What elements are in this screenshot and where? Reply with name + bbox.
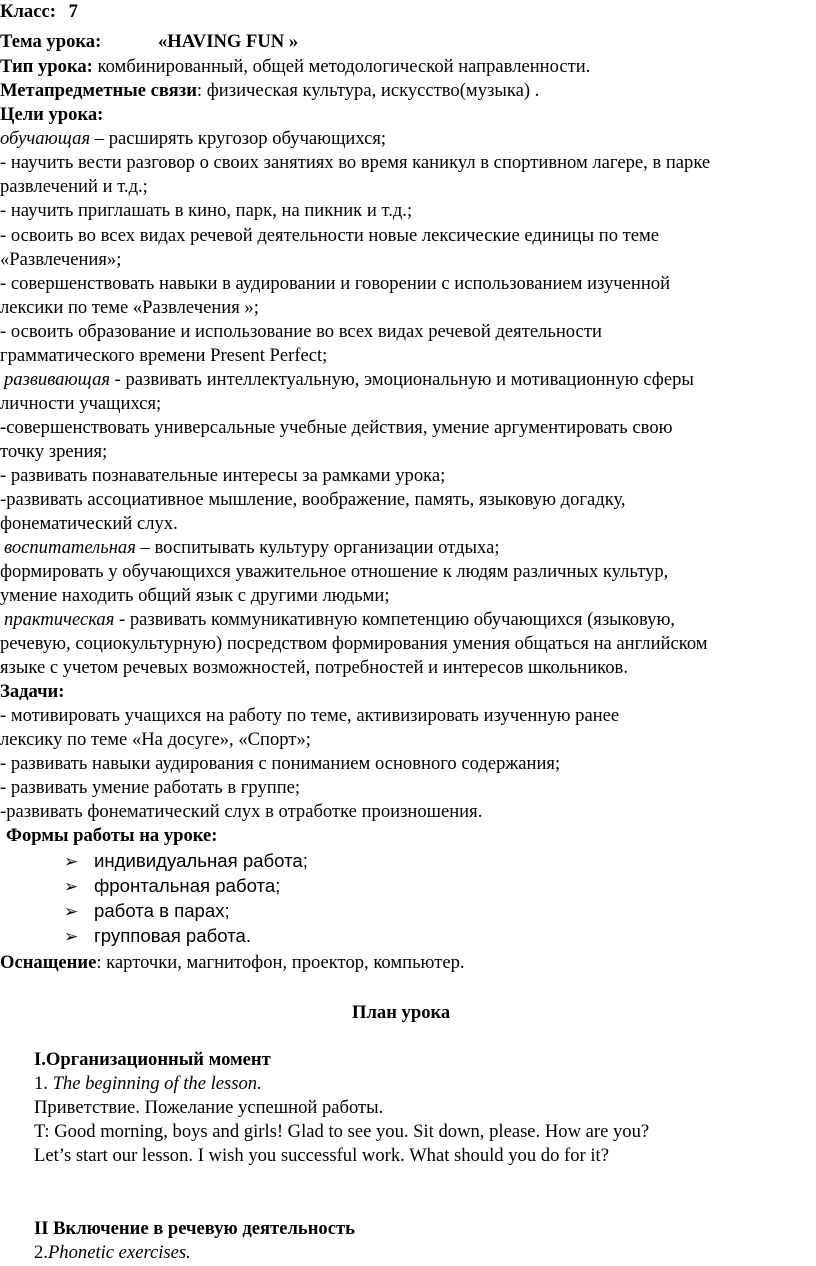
step1-number: 1.: [34, 1073, 53, 1094]
goal-developing-label: развивающая: [4, 369, 111, 390]
equipment-value: : карточки, магнитофон, проектор, компьютер.: [96, 952, 465, 973]
goal-teaching-item: лексики по теме «Развлечения »;: [0, 297, 259, 318]
lesson-type-line: [0, 56, 590, 78]
form-item: фронтальная работа;: [94, 875, 281, 896]
goal-practical-label: практическая: [4, 609, 115, 630]
step2-line: [34, 1242, 191, 1264]
goal-developing-item: фонематический слух.: [0, 513, 178, 534]
teacher-line: Let’s start our lesson. I wish you successful work. What should you do for it?: [34, 1145, 609, 1166]
goal-developing-item: -развивать ассоциативное мышление, воображение, память, языковую догадку,: [0, 489, 626, 510]
form-item: работа в парах;: [94, 900, 230, 921]
lesson-type-label: Тип урока:: [0, 56, 93, 77]
goal-teaching-item: грамматического времени Present Perfect;: [0, 345, 328, 366]
goal-upbringing-item: умение находить общий язык с другими людьми;: [0, 585, 390, 606]
meta-links-label: Метапредметные связи: [0, 80, 197, 101]
goal-developing-item: точку зрения;: [0, 441, 108, 462]
step2-number: 2.: [34, 1242, 48, 1263]
topic-line: [0, 31, 299, 53]
goal-teaching-item: - научить приглашать в кино, парк, на пикник и т.д.;: [0, 200, 413, 221]
task-item: - мотивировать учащихся на работу по теме, активизировать изученную ранее: [0, 705, 620, 726]
equipment-line: [0, 952, 465, 974]
goal-teaching-item: - освоить во всех видах речевой деятельности новые лексические единицы по теме: [0, 225, 660, 246]
arrow-bullet-icon: ➢: [64, 852, 79, 872]
meta-links-line: [0, 80, 539, 102]
section1-heading: I.Организационный момент: [34, 1049, 271, 1070]
teacher-line: T: Good morning, boys and girls! Glad to see you. Sit down, please. How are you?: [34, 1121, 650, 1142]
goal-developing-line: [4, 369, 694, 391]
goal-practical-item: языке с учетом речевых возможностей, потребностей и интересов школьников.: [0, 657, 628, 678]
meta-links-value: : физическая культура, искусство(музыка) .: [196, 80, 540, 101]
class-label: Класс:: [0, 1, 56, 22]
goal-teaching-line: [0, 128, 386, 150]
task-item: - развивать навыки аудирования с пониманием основного содержания;: [0, 753, 561, 774]
arrow-bullet-icon: ➢: [64, 927, 79, 947]
goal-teaching-item: - совершенствовать навыки в аудировании и говорении с использованием изученной: [0, 273, 671, 294]
step2-title: Phonetic exercises.: [47, 1242, 191, 1263]
goal-upbringing-line: [4, 537, 500, 559]
goal-developing-text: - развивать интеллектуальную, эмоциональную и мотивационную сферы: [110, 369, 694, 390]
goal-teaching-item: - освоить образование и использование во всех видах речевой деятельности: [0, 321, 602, 342]
goals-heading: Цели урока:: [0, 104, 104, 125]
step1-title: The beginning of the lesson.: [52, 1073, 262, 1094]
goal-upbringing-item: формировать у обучающихся уважительное отношение к людям различных культур,: [0, 561, 669, 582]
goal-developing-item: личности учащихся;: [0, 393, 162, 414]
task-item: - развивать умение работать в группе;: [0, 777, 301, 798]
goal-practical-text: - развивать коммуникативную компетенцию обучающихся (языковую,: [114, 609, 676, 630]
topic-value: «HAVING FUN »: [158, 31, 299, 52]
arrow-bullet-icon: ➢: [64, 902, 79, 922]
goal-upbringing-label: воспитательная: [4, 537, 136, 558]
topic-label: Тема урока:: [0, 31, 102, 52]
lesson-type-value: комбинированный, общей методологической направленности.: [92, 56, 591, 77]
task-item: лексику по теме «На досуге», «Спорт»;: [0, 729, 311, 750]
form-item: индивидуальная работа;: [94, 850, 308, 871]
goal-teaching-item: - научить вести разговор о своих занятиях во время каникул в спортивном лагере, в парке: [0, 152, 711, 173]
form-item: групповая работа.: [94, 925, 252, 946]
goal-teaching-item: развлечений и т.д.;: [0, 176, 148, 197]
plan-title: План урока: [352, 1002, 451, 1023]
goal-teaching-text: – расширять кругозор обучающихся;: [90, 128, 387, 149]
goal-upbringing-text: – воспитывать культуру организации отдыха;: [135, 537, 500, 558]
goal-practical-item: речевую, социокультурную) посредством формирования умения общаться на английском: [0, 633, 708, 654]
goal-teaching-item: «Развлечения»;: [0, 249, 122, 270]
arrow-bullet-icon: ➢: [64, 877, 79, 897]
section2-heading: II Включение в речевую деятельность: [34, 1218, 355, 1239]
step1-subtitle: Приветствие. Пожелание успешной работы.: [34, 1097, 384, 1118]
tasks-heading: Задачи:: [0, 681, 65, 702]
task-item: -развивать фонематический слух в отработке произношения.: [0, 801, 483, 822]
equipment-label: Оснащение: [0, 952, 97, 973]
step1-line: [34, 1073, 262, 1095]
class-value: 7: [68, 1, 78, 22]
class-line: [0, 1, 78, 23]
goal-practical-line: [4, 609, 675, 631]
goal-teaching-label: обучающая: [0, 128, 91, 149]
forms-heading: Формы работы на уроке:: [6, 825, 218, 846]
goal-developing-item: -совершенствовать универсальные учебные действия, умение аргументировать свою: [0, 417, 673, 438]
goal-developing-item: - развивать познавательные интересы за рамками урока;: [0, 465, 446, 486]
